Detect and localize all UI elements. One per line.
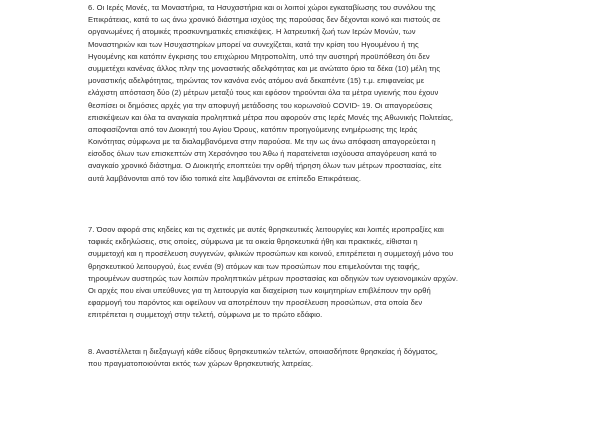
paragraph-line: συμμετοχή και η προσέλευση συγγενών, φιλικών προσώπων και κοινού, επιτρέπεται η συμμετοχή μόνο του xyxy=(88,249,454,259)
paragraph-line: συμμετέχει κανένας άλλος πλην της μοναστικής αδελφότητας και με ανώτατο όριο τα δέκα (10) μέλη της xyxy=(88,63,441,73)
paragraph-line: επισκέψεων και όλα τα αναγκαία προληπτικά μέτρα που αφορούν στις Ιερές Μονές της Αθωνικής Πολιτείας, xyxy=(88,112,454,122)
paragraph-line: Οι αρχές που είναι υπεύθυνες για τη λειτουργία και διαχείριση των κοιμητηρίων επιβλέπουν την ορθή xyxy=(88,285,431,295)
paragraph-line: τηρουμένων αυστηρώς των λοιπών προληπτικών μέτρων προστασίας και οδηγιών των υγειονομικών αρχών. xyxy=(88,273,458,283)
paragraph-line: Μοναστηριών και των Ησυχαστηρίων μπορεί να συνεχίζεται, κατά την κρίση του Ηγουμένου ή της xyxy=(88,39,419,49)
paragraph-line: οργανωμένες ή ατομικές προσκυνηματικές επισκέψεις. Η λατρευτική ζωή των Ιερών Μονών, των xyxy=(88,27,416,37)
paragraph-6 xyxy=(88,2,518,185)
paragraph-line: που πραγματοποιούνται εκτός των χώρων θρησκευτικής λατρείας. xyxy=(88,359,314,369)
paragraph-line: ελάχιστη απόσταση δύο (2) μέτρων μεταξύ τους και εφόσον τηρούνται όλα τα μέτρα υγιεινής που έχουν xyxy=(88,88,439,98)
paragraph-7 xyxy=(88,224,518,322)
paragraph-line: 8. Αναστέλλεται η διεξαγωγή κάθε είδους θρησκευτικών τελετών, οποιασδήποτε θρησκείας ή δόγματος, xyxy=(88,347,438,356)
paragraph-line: Κοινότητας σύμφωνα με τα διαλαμβανόμενα στην παρούσα. Με την ως άνω απόφαση απαγορεύεται η xyxy=(88,137,436,147)
paragraph-line: ταφικές εκδηλώσεις, στις οποίες, σύμφωνα με τα οικεία θρησκευτικά ήθη και πρακτικές, είθισται η xyxy=(88,237,418,247)
paragraph-line: αποφασίζονται από τον Διοικητή του Αγίου Όρους, κατόπιν προηγούμενης ενημέρωσης της Ιεράς xyxy=(88,124,418,134)
paragraph-line: μοναστικής αδελφότητας, τηρώντας τον κανόνα ενός ατόμου ανά δεκαπέντε (15) τ.μ. επιφανείας με xyxy=(88,76,425,86)
paragraph-line: 6. Οι Ιερές Μονές, τα Μοναστήρια, τα Ησυχαστήρια και οι λοιποί χώροι εγκαταβίωσης του συνόλου της xyxy=(88,3,436,12)
paragraph-line: θεσπίσει οι δημόσιες αρχές για την αποφυγή μετάδοσης του κορωνοϊού COVID- 19. Οι απαγορεύσεις xyxy=(88,100,433,110)
paragraph-line: αναγκαίο χρονικό διάστημα. Ο Διοικητής εποπτεύει την ορθή τήρηση όλων των μέτρων προστασίας, είτε xyxy=(88,161,442,171)
paragraph-line: είσοδος όλων των επισκεπτών στη Χερσόνησο του Άθω ή παρατείνεται ισχύουσα απαγόρευση κατά το xyxy=(88,149,437,159)
paragraph-line: Ηγουμένης και κατόπιν έγκρισης του επιχώριου Μητροπολίτη, υπό την αυστηρή προϋπόθεση ότι δεν xyxy=(88,51,430,61)
paragraph-line: επιτρέπεται η συμμετοχή στην τελετή, σύμφωνα με το πρώτο εδάφιο. xyxy=(88,310,323,320)
paragraph-8 xyxy=(88,346,518,370)
paragraph-line: εφαρμογή του παρόντος και οφείλουν να αποτρέπουν την προσέλευση προσώπων, στα οποία δεν xyxy=(88,298,423,308)
paragraph-line: 7. Όσον αφορά στις κηδείες και τις σχετικές με αυτές θρησκευτικές λειτουργίες και λοιπές ιεροπραξίες και xyxy=(88,225,444,234)
paragraph-line: Επικράτειας, κατά το ως άνω χρονικό διάστημα ισχύος της παρούσας δεν δέχονται κοινό και πιστούς σε xyxy=(88,15,441,25)
paragraph-line: θρησκευτικού λειτουργού, έως εννέα (9) ατόμων και των προσώπων που επιμελούνται της ταφής, xyxy=(88,261,420,271)
paragraph-line: αυτά λαμβάνονται από τον ίδιο τοπικά είτε λαμβάνονται σε επίπεδο Επικράτειας. xyxy=(88,173,362,183)
